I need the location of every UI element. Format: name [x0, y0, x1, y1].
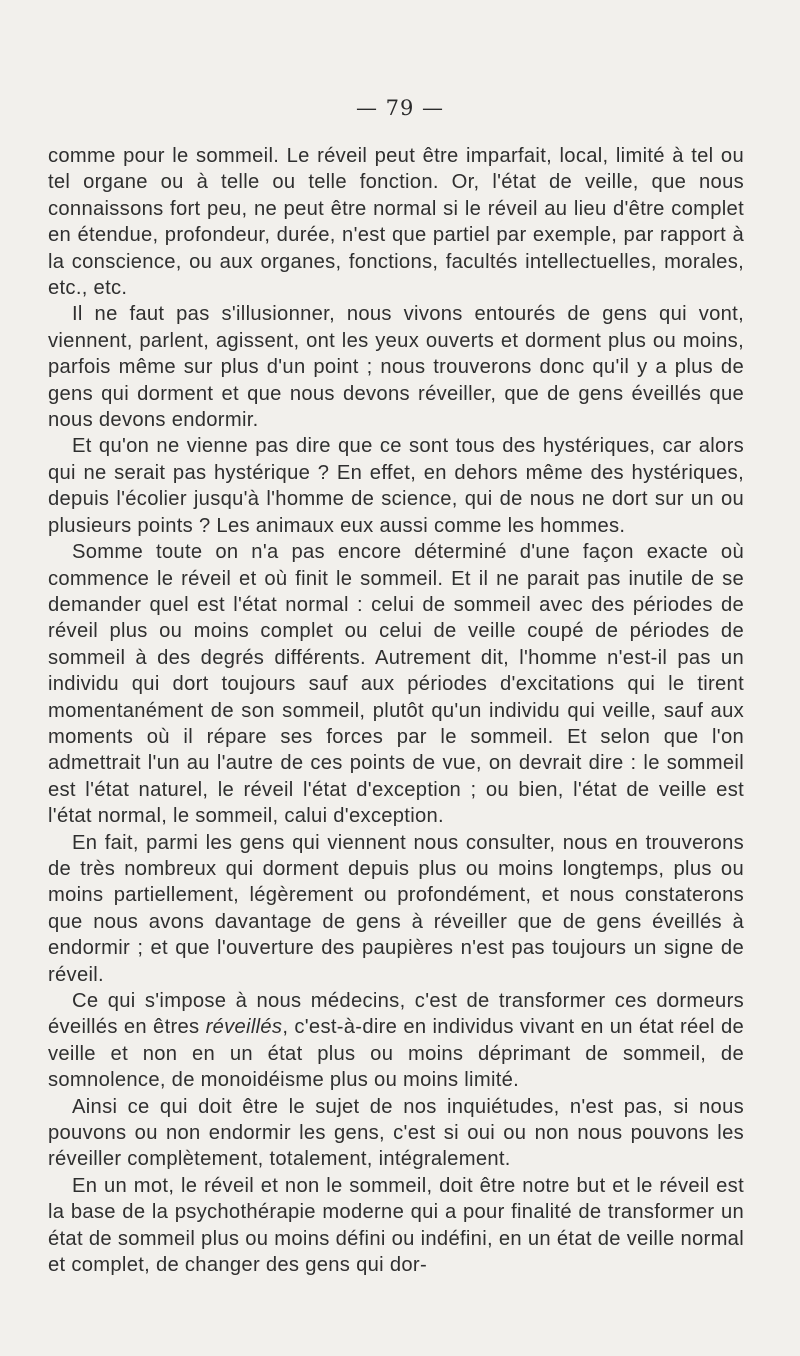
paragraph-medecins-text-start: Ce qui s'impose à nous médecins, c'est de transformer ces dormeurs éveillés en êtres [48, 990, 744, 1039]
paragraph-continuation: comme pour le sommeil. Le réveil peut être imparfait, local, limité à tel ou tel organe ou à telle ou telle fonction. Or, l'état de veille, que nous connaissons fort peu, ne peut être normal si le réveil au lieu d'être complet en étendue, profondeur, durée, n'est que partiel par exemple, par rapport à la conscience, ou aux organes, fonctions, facultés intellectuelles, morales, etc., etc. [48, 145, 744, 300]
paragraph-illusion: Il ne faut pas s'illusionner, nous vivons entourés de gens qui vont, viennent, parlent, agissent, ont les yeux ouverts et dorment plus ou moins, parfois même sur plus d'un point ; nous trouverons donc qu'il y a plus de gens qui dorment et que nous devons réveiller, que de gens éveillés que nous devons endormir. [48, 303, 744, 432]
paragraph-inquietudes: Ainsi ce qui doit être le sujet de nos inquiétudes, n'est pas, si nous pouvons ou non endormir les gens, c'est si oui ou non nous pouvons les réveiller complètement, totalement, intégralement. [48, 1095, 744, 1171]
paragraph-etat-normal: Somme toute on n'a pas encore déterminé d'une façon exacte où commence le réveil et où finit le sommeil. Et il ne parait pas inutile de se demander quel est l'état normal : celui de sommeil avec des périodes de réveil plus ou moins complet ou celui de veille coupé de périodes de sommeil à des degrés différents. Autrement dit, l'homme n'est-il pas un individu qui dort toujours sauf aux périodes d'excitations qui le tirent momentanément de son sommeil, plutôt qu'un individu qui veille, sauf aux moments où il répare ses forces par le sommeil. Et selon que l'on admettrait l'un au l'autre de ces points de vue, on devrait dire : le sommeil est l'état naturel, le réveil l'état d'exception ; ou bien, l'état de veille est l'état normal, le sommeil, calui d'exception. [48, 541, 744, 828]
paragraph-consultation: En fait, parmi les gens qui viennent nous consulter, nous en trouverons de très nombreux qui dorment depuis plus ou moins longtemps, plus ou moins partiellement, légèrement ou profondément, et nous constaterons que nous avons davantage de gens à réveiller que de gens éveillés à endormir ; et que l'ouverture des paupières n'est pas toujours un signe de réveil. [48, 831, 744, 986]
paragraph-medecins [48, 988, 744, 1094]
italic-reveilles: réveillés [205, 1016, 283, 1039]
paragraph-hysteriques: Et qu'on ne vienne pas dire que ce sont tous des hystériques, car alors qui ne serait pas hystérique ? En effet, en dehors même des hystériques, depuis l'écolier jusqu'à l'homme de science, qui de nous ne dort sur un ou plusieurs points ? Les animaux eux aussi comme les hommes. [48, 435, 744, 537]
paragraph-psychotherapie: En un mot, le réveil et non le sommeil, doit être notre but et le réveil est la base de la psychothérapie moderne qui a pour finalité de transformer un état de sommeil plus ou moins défini ou indéfini, en un état de veille normal et complet, de changer des gens qui dor- [48, 1174, 744, 1277]
paragraph-medecins-text-end: , c'est-à-dire en individus vivant en un état réel de veille et non en un état plus ou moins déprimant de sommeil, de somnolence, de monoidéisme plus ou moins limité. [48, 1016, 745, 1092]
body-text [48, 143, 744, 1278]
page-number: — 79 — [355, 96, 445, 120]
